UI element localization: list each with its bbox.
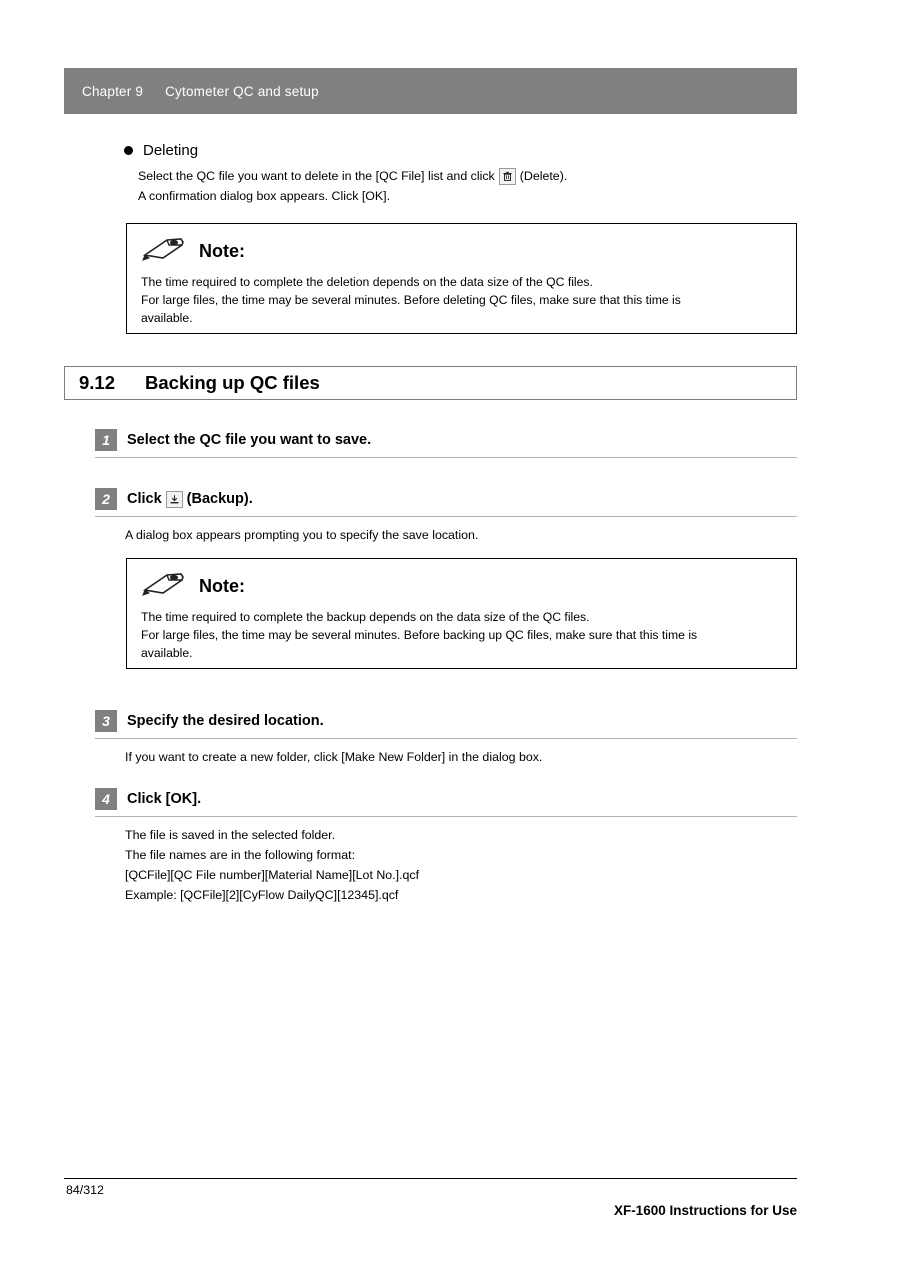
note-2-line-2: For large files, the time may be several minutes. Before backing up QC files, make sure that this time is [141,628,698,642]
step-4-body [125,826,797,905]
chapter-header-bar [64,68,797,114]
page-number: 84/312 [66,1183,104,1197]
deleting-line-1-post: (Delete). [519,169,568,183]
note-title-2: Note: [199,576,245,596]
step-1-header [95,429,797,458]
deleting-line-1-pre: Select the QC file you want to delete in the [QC File] list and click [138,169,495,183]
note-box-backup [126,558,797,669]
step-4-body-line-4: Example: [QCFile][2][CyFlow DailyQC][12345].qcf [125,888,399,902]
deleting-line-2-label: A confirmation dialog box appears. Click [OK]. [138,189,391,203]
deleting-block [124,142,804,206]
note-2-line-3: available. [141,646,193,660]
step-3-body [125,748,797,767]
step-2-title-pre: Click [127,491,162,507]
step-3 [95,710,797,768]
step-2-number: 2 [95,488,117,510]
step-3-number: 3 [95,710,117,732]
step-3-header [95,710,797,739]
footer-divider [64,1178,797,1179]
step-1 [95,429,797,458]
section-title-bar [64,366,797,400]
chapter-number: Chapter 9 [82,83,144,99]
step-2-title [127,488,253,510]
step-4-body-line-2: The file names are in the following format: [125,848,356,862]
step-4-body-line-1: The file is saved in the selected folder. [125,828,336,842]
step-3-title: Specify the desired location. [127,713,324,729]
footer-document-title: XF-1600 Instructions for Use [613,1203,797,1218]
note-line-3: available. [141,311,193,325]
deleting-heading-label: Deleting [143,142,199,159]
note-2-line-1: The time required to complete the backup depends on the data size of the QC files. [141,610,590,624]
step-2 [95,488,797,546]
pencil-icon [141,236,187,267]
step-4-header [95,788,797,817]
note-box-deleting [126,223,797,334]
step-4-title: Click [OK]. [127,791,202,807]
step-4-number: 4 [95,788,117,810]
deleting-line-2 [138,186,804,206]
note-line-2: For large files, the time may be several minutes. Before deleting QC files, make sure that this time is [141,293,681,307]
note-header [127,224,796,267]
step-1-title: Select the QC file you want to save. [127,432,372,448]
step-1-number: 1 [95,429,117,451]
step-4-body-line-3: [QCFile][QC File number][Material Name][Lot No.].qcf [125,868,420,882]
deleting-line-1 [138,166,804,186]
step-2-body-line-1: A dialog box appears prompting you to specify the save location. [125,528,479,542]
note-body [127,267,796,337]
note-line-1: The time required to complete the deletion depends on the data size of the QC files. [141,275,593,289]
pencil-icon [141,571,187,602]
trash-icon [499,168,516,185]
step-2-header [95,488,797,517]
chapter-title: Cytometer QC and setup [165,83,319,99]
backup-icon [166,491,183,508]
deleting-heading [124,142,804,159]
step-2-body [125,526,797,545]
section-name: Backing up QC files [145,372,320,393]
section-number: 9.12 [79,372,116,393]
note-body-2 [127,602,796,672]
note-title: Note: [199,241,245,261]
deleting-lines [138,166,804,206]
bullet-dot-icon [124,146,133,155]
step-4 [95,788,797,906]
note-header-2 [127,559,796,602]
step-3-body-line-1: If you want to create a new folder, click [Make New Folder] in the dialog box. [125,750,543,764]
step-2-title-post: (Backup). [186,491,253,507]
